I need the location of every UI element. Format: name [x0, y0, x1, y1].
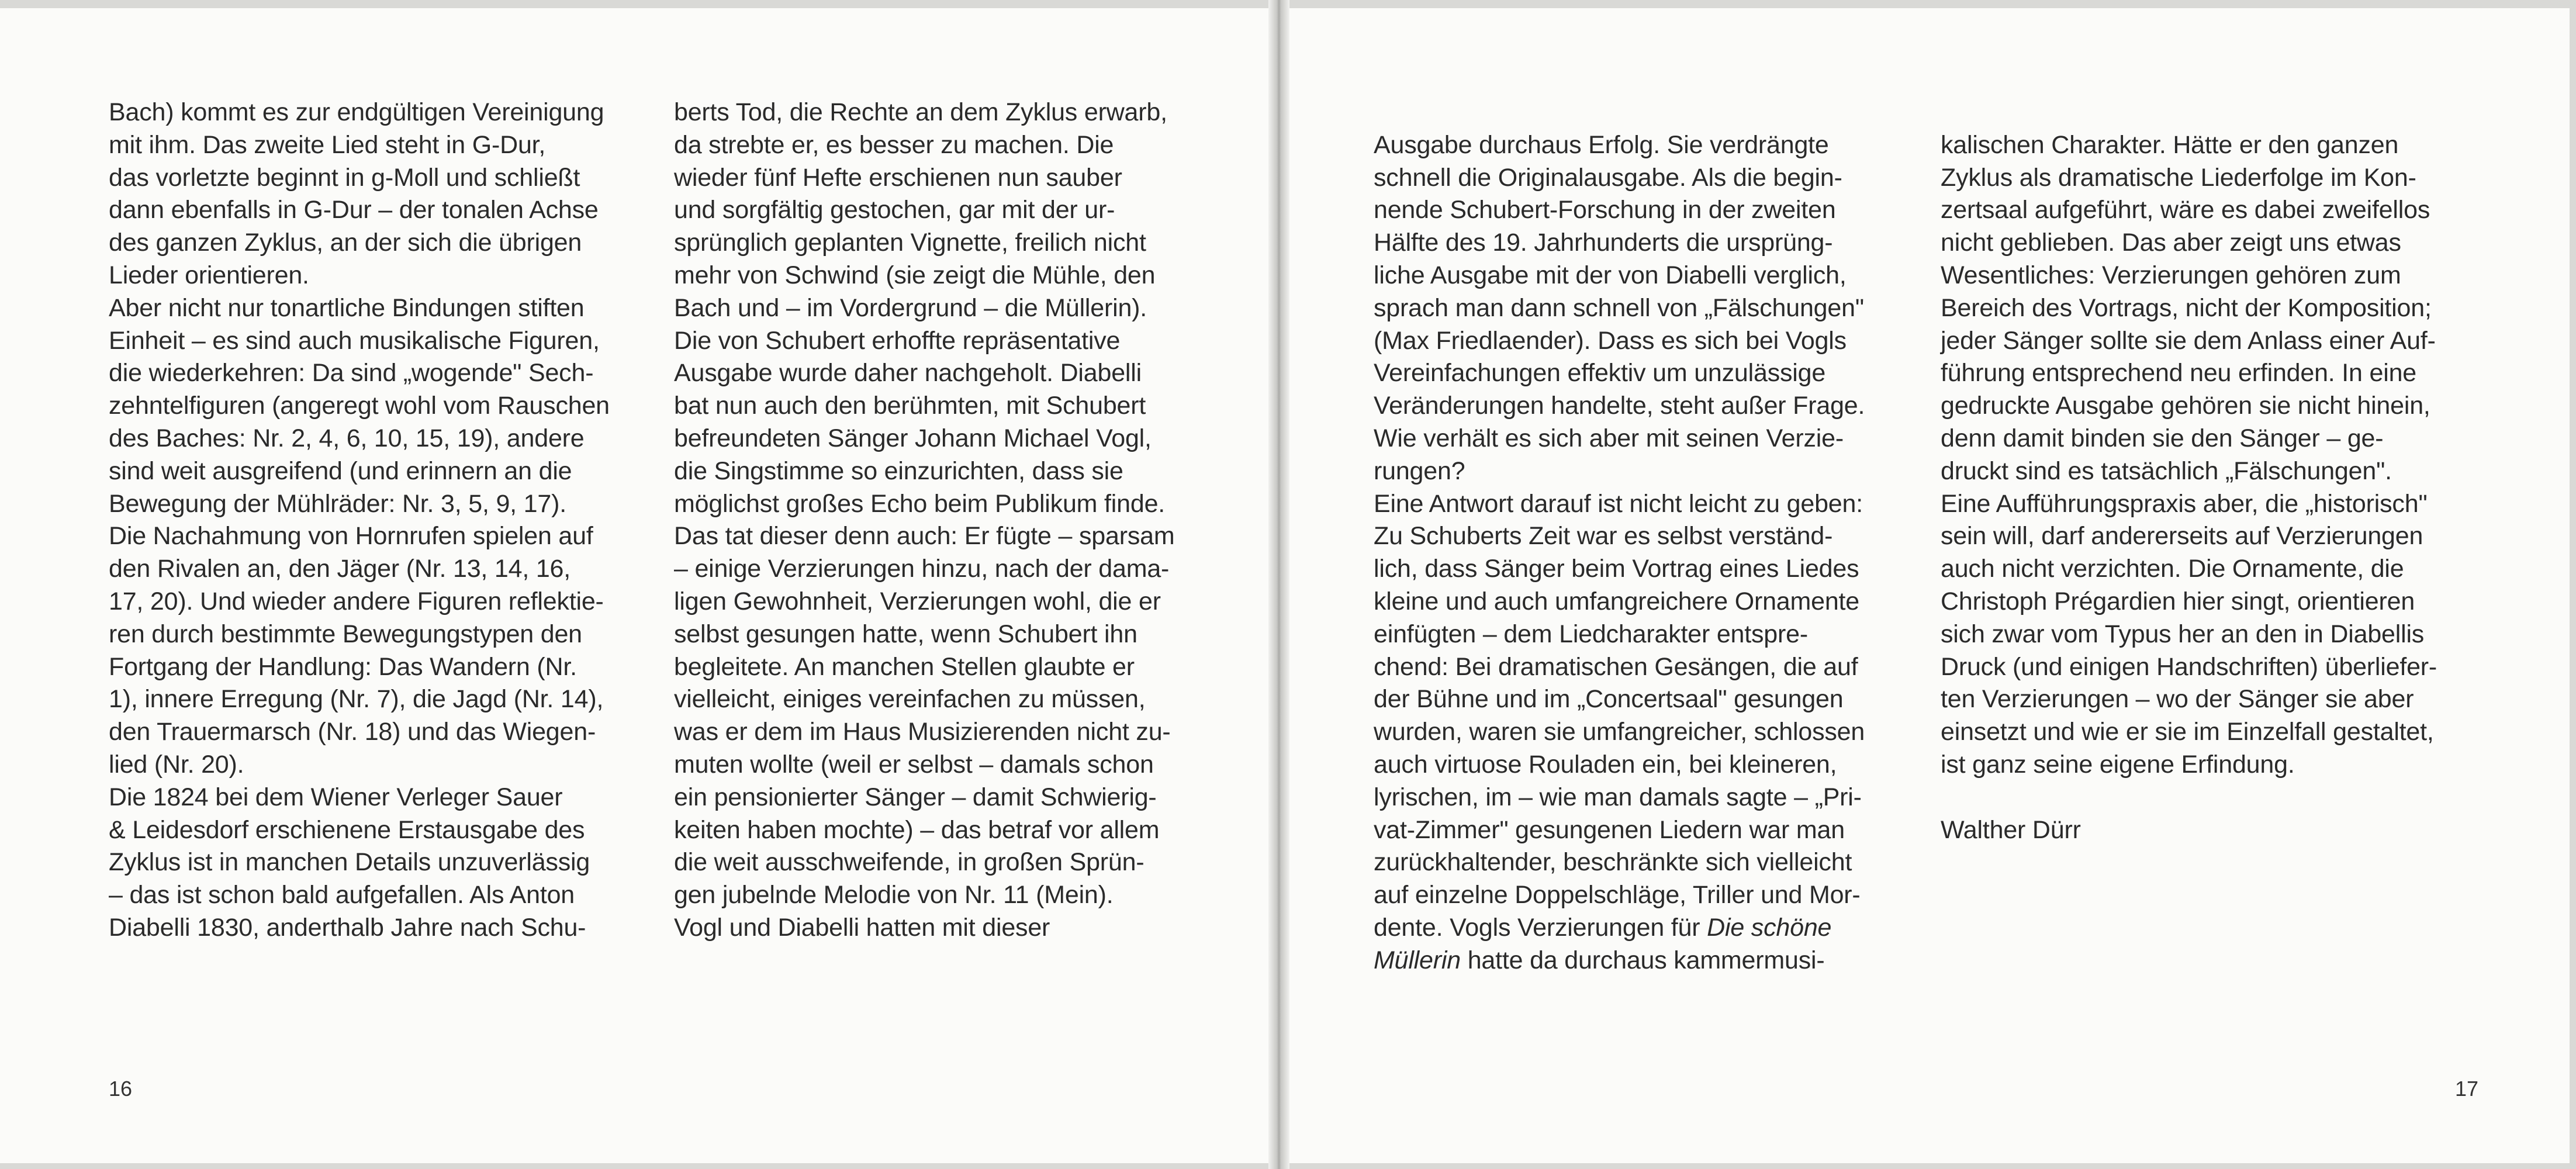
text-line: Bach) kommt es zur endgültigen Vereinigung	[109, 98, 604, 126]
text-line: ligen Gewohnheit, Verzierungen wohl, die er	[674, 587, 1161, 615]
text-line: Die 1824 bei dem Wiener Verleger Sauer	[109, 783, 563, 811]
text-line: selbst gesungen hatte, wenn Schubert ihn	[674, 620, 1137, 648]
text-line: nicht geblieben. Das aber zeigt uns etwas	[1941, 229, 2401, 257]
text-line: Druck (und einigen Handschriften) überliefer-	[1941, 652, 2437, 681]
text-line: befreundeten Sänger Johann Michael Vogl,	[674, 424, 1152, 452]
text-line: kleine und auch umfangreichere Ornamente	[1374, 587, 1860, 615]
text-line: Veränderungen handelte, steht außer Frage.	[1374, 392, 1865, 420]
text-line: führung entsprechend neu erfinden. In eine	[1941, 359, 2416, 388]
text-line: ein pensionierter Sänger – damit Schwierig-	[674, 783, 1157, 811]
text-line: da strebte er, es besser zu machen. Die	[674, 130, 1114, 159]
text-line: – das ist schon bald aufgefallen. Als Anton	[109, 881, 575, 909]
text-line: Zyklus ist in manchen Details unzuverlässig	[109, 848, 590, 877]
text-line: Christoph Prégardien hier singt, orientieren	[1941, 587, 2415, 615]
text-line: Eine Antwort darauf ist nicht leicht zu geben:	[1374, 489, 1863, 518]
text-line: berts Tod, die Rechte an dem Zyklus erwarb,	[674, 98, 1167, 126]
text-line: zehntelfiguren (angeregt wohl vom Rauschen	[109, 392, 610, 420]
left-column-2	[674, 96, 1174, 945]
text-line: Bewegung der Mühlräder: Nr. 3, 5, 9, 17).	[109, 489, 566, 518]
text-line: mehr von Schwind (sie zeigt die Mühle, den	[674, 261, 1156, 289]
text-line: einsetzt und wie er sie im Einzelfall gestaltet,	[1941, 718, 2434, 746]
text-line: Hälfte des 19. Jahrhunderts die ursprüng-	[1374, 229, 1833, 257]
text-line: Bereich des Vortrags, nicht der Komposition;	[1941, 293, 2432, 322]
right-column-2	[1941, 96, 2437, 846]
text-line: Vogl und Diabelli hatten mit dieser	[674, 913, 1050, 942]
text-line: Aber nicht nur tonartliche Bindungen stiften	[109, 293, 585, 322]
text-line: Die Nachahmung von Hornrufen spielen auf	[109, 522, 593, 551]
text-line: lich, dass Sänger beim Vortrag eines Liedes	[1374, 555, 1859, 583]
text-line: Eine Aufführungspraxis aber, die „historisch"	[1941, 489, 2428, 518]
text-line: liche Ausgabe mit der von Diabelli verglich,	[1374, 261, 1847, 289]
text-line: auf einzelne Doppelschläge, Triller und Mor-	[1374, 881, 1861, 909]
text-line: sind weit ausgreifend (und erinnern an die	[109, 456, 572, 485]
text-line: Einheit – es sind auch musikalische Figuren,	[109, 326, 600, 355]
text-line: keiten haben mochte) – das betraf vor allem	[674, 815, 1160, 844]
text-line: denn damit binden sie den Sänger – ge-	[1941, 424, 2384, 452]
text-line: 17, 20). Und wieder andere Figuren reflektie-	[109, 587, 604, 615]
text-line: die Singstimme so einzurichten, dass sie	[674, 456, 1123, 485]
page-number-right: 17	[2455, 1077, 2479, 1101]
text-line: wieder fünf Hefte erschienen nun sauber	[674, 163, 1122, 192]
italic-title: Die schöne	[1707, 913, 1832, 942]
text-line: mit ihm. Das zweite Lied steht in G-Dur,	[109, 130, 546, 159]
text-line: und sorgfältig gestochen, gar mit der ur-	[674, 196, 1115, 224]
text-line: Vereinfachungen effektiv um unzulässige	[1374, 359, 1826, 388]
text-line: – einige Verzierungen hinzu, nach der dama-	[674, 555, 1170, 583]
text-line: sein will, darf andererseits auf Verzierungen	[1941, 522, 2423, 551]
spacer	[1941, 781, 2437, 814]
text-line: sich zwar vom Typus her an den in Diabellis	[1941, 620, 2425, 648]
text-line: ten Verzierungen – wo der Sänger sie aber	[1941, 685, 2414, 714]
text-line: kalischen Charakter. Hätte er den ganzen	[1941, 130, 2399, 159]
text-line: sprünglich geplanten Vignette, freilich nicht	[674, 229, 1146, 257]
text-line: bat nun auch den berühmten, mit Schubert	[674, 392, 1146, 420]
text-segment: hatte da durchaus kammermusi-	[1460, 946, 1825, 974]
text-line: Fortgang der Handlung: Das Wandern (Nr.	[109, 652, 577, 681]
text-line: der Bühne und im „Concertsaal" gesungen	[1374, 685, 1844, 714]
text-line: Die von Schubert erhoffte repräsentative	[674, 326, 1121, 355]
text-line: vat-Zimmer" gesungenen Liedern war man	[1374, 815, 1845, 844]
author-signature: Walther Dürr	[1941, 815, 2081, 844]
text-line: lyrischen, im – wie man damals sagte – „Pri-	[1374, 783, 1862, 811]
text-line: wurden, waren sie umfangreicher, schlossen	[1374, 718, 1865, 746]
text-line: Zu Schuberts Zeit war es selbst verständ-	[1374, 522, 1833, 551]
text-line: die wiederkehren: Da sind „wogende" Sech-	[109, 359, 594, 388]
text-segment: dente. Vogls Verzierungen für	[1374, 913, 1707, 942]
text-line: was er dem im Haus Musizierenden nicht zu-	[674, 718, 1171, 746]
text-line: Bach und – im Vordergrund – die Müllerin).	[674, 293, 1147, 322]
text-line: Ausgabe wurde daher nachgeholt. Diabelli	[674, 359, 1142, 388]
text-line: muten wollte (weil er selbst – damals schon	[674, 750, 1154, 779]
page-number-left: 16	[109, 1077, 133, 1101]
text-line: sprach man dann schnell von „Fälschungen"	[1374, 293, 1864, 322]
text-line: vielleicht, einiges vereinfachen zu müssen,	[674, 685, 1146, 714]
text-line: ren durch bestimmte Bewegungstypen den	[109, 620, 582, 648]
text-line: den Trauermarsch (Nr. 18) und das Wiegen-	[109, 718, 596, 746]
text-line: Zyklus als dramatische Liederfolge im Kon-	[1941, 163, 2416, 192]
text-line: Wesentliches: Verzierungen gehören zum	[1941, 261, 2401, 289]
text-line: ist ganz seine eigene Erfindung.	[1941, 750, 2295, 779]
text-line: Lieder orientieren.	[109, 261, 309, 289]
text-line: den Rivalen an, den Jäger (Nr. 13, 14, 16,	[109, 555, 570, 583]
text-line: auch nicht verzichten. Die Ornamente, die	[1941, 555, 2404, 583]
text-line: (Max Friedlaender). Dass es sich bei Vogls	[1374, 326, 1847, 355]
text-line: Das tat dieser denn auch: Er fügte – sparsam	[674, 522, 1175, 551]
text-line: des ganzen Zyklus, an der sich die übrigen	[109, 229, 582, 257]
left-column-1	[109, 96, 610, 945]
text-line: zertsaal aufgeführt, wäre es dabei zweifellos	[1941, 196, 2430, 224]
text-line: chend: Bei dramatischen Gesängen, die auf	[1374, 652, 1858, 681]
text-line: auch virtuose Rouladen ein, bei kleineren,	[1374, 750, 1837, 779]
book-spine	[1268, 0, 1289, 1169]
text-line: Wie verhält es sich aber mit seinen Verzie-	[1374, 424, 1844, 452]
right-column-1	[1374, 96, 1865, 977]
text-line	[1374, 945, 1865, 977]
text-line: die weit ausschweifende, in großen Sprün-	[674, 848, 1144, 877]
text-line: das vorletzte beginnt in g-Moll und schließt	[109, 163, 580, 192]
text-line: einfügten – dem Liedcharakter entspre-	[1374, 620, 1808, 648]
text-line: 1), innere Erregung (Nr. 7), die Jagd (Nr. 14),	[109, 685, 604, 714]
text-line: jeder Sänger sollte sie dem Anlass einer Auf-	[1941, 326, 2436, 355]
text-line: dann ebenfalls in G-Dur – der tonalen Achse	[109, 196, 599, 224]
text-line: begleitete. An manchen Stellen glaubte er	[674, 652, 1135, 681]
italic-title: Müllerin	[1374, 946, 1461, 974]
text-line: zurückhaltender, beschränkte sich vielleicht	[1374, 848, 1852, 877]
text-line: druckt sind es tatsächlich „Fälschungen".	[1941, 456, 2392, 485]
text-line	[1374, 912, 1865, 945]
text-line: Ausgabe durchaus Erfolg. Sie verdrängte	[1374, 130, 1829, 159]
text-line: & Leidesdorf erschienene Erstausgabe des	[109, 815, 585, 844]
text-line: rungen?	[1374, 456, 1465, 485]
text-line: möglichst großes Echo beim Publikum finde.	[674, 489, 1166, 518]
text-line: lied (Nr. 20).	[109, 750, 244, 779]
text-line: Diabelli 1830, anderthalb Jahre nach Schu-	[109, 913, 586, 942]
text-line: gen jubelnde Melodie von Nr. 11 (Mein).	[674, 881, 1114, 909]
text-line: gedruckte Ausgabe gehören sie nicht hinein,	[1941, 392, 2430, 420]
text-line: des Baches: Nr. 2, 4, 6, 10, 15, 19), andere	[109, 424, 585, 452]
text-line: nende Schubert-Forschung in der zweiten	[1374, 196, 1836, 224]
text-line: schnell die Originalausgabe. Als die begin-	[1374, 163, 1842, 192]
